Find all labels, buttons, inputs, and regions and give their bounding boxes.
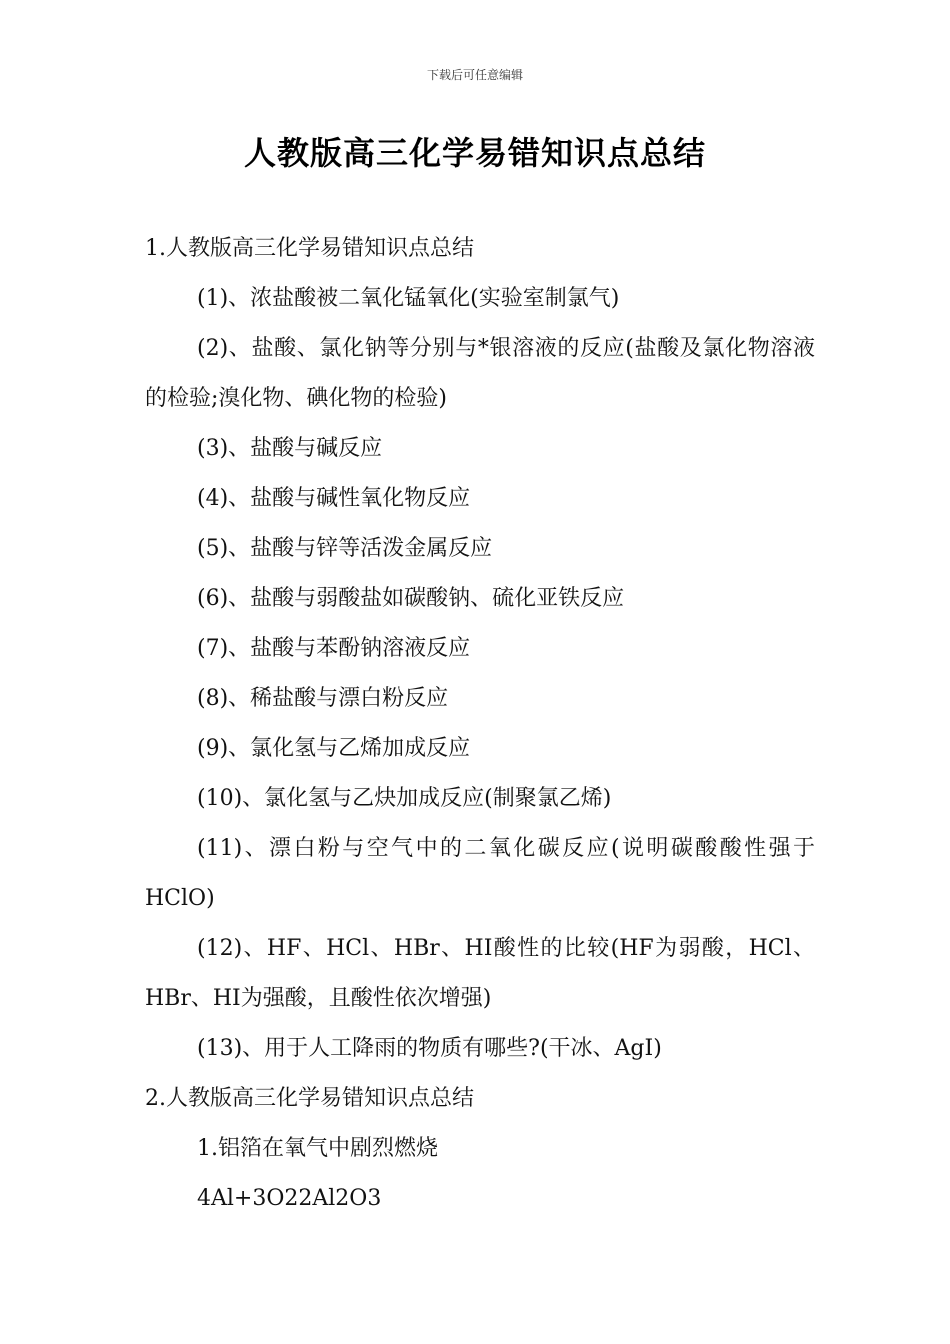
paragraph-item-1: (1)、浓盐酸被二氧化锰氧化(实验室制氯气) <box>197 286 620 311</box>
header-note: 下载后可任意编辑 <box>426 68 523 82</box>
paragraph-item-11: (11)、漂白粉与空气中的二氧化碳反应(说明碳酸酸性强于HClO) <box>145 836 815 911</box>
paragraph-item-9: (9)、氯化氢与乙烯加成反应 <box>197 736 471 761</box>
paragraph-item-13: (13)、用于人工降雨的物质有哪些?(干冰、AgI) <box>197 1036 662 1061</box>
paragraph-item-12: (12)、HF、HCl、HBr、HI酸性的比较(HF为弱酸，HCl、HBr、HI为强酸，且酸性依次增强) <box>145 936 815 1011</box>
paragraph-equation-1: 4Al+3O22Al2O3 <box>197 1186 382 1211</box>
document-title: 人教版高三化学易错知识点总结 <box>243 134 706 172</box>
paragraph-reaction-1: 1.铝箔在氧气中剧烈燃烧 <box>197 1136 438 1161</box>
paragraph-item-4: (4)、盐酸与碱性氧化物反应 <box>197 486 471 511</box>
paragraph-item-6: (6)、盐酸与弱酸盐如碳酸钠、硫化亚铁反应 <box>197 586 625 611</box>
paragraph-section-1-heading: 1.人教版高三化学易错知识点总结 <box>145 236 474 261</box>
document-body <box>145 224 815 1224</box>
paragraph-item-3: (3)、盐酸与碱反应 <box>197 436 383 461</box>
paragraph-item-8: (8)、稀盐酸与漂白粉反应 <box>197 686 449 711</box>
paragraph-item-7: (7)、盐酸与苯酚钠溶液反应 <box>197 636 471 661</box>
paragraph-item-2: (2)、盐酸、氯化钠等分别与*银溶液的反应(盐酸及氯化物溶液的检验;溴化物、碘化物的检验) <box>145 336 815 411</box>
paragraph-item-5: (5)、盐酸与锌等活泼金属反应 <box>197 536 493 561</box>
paragraph-item-10: (10)、氯化氢与乙炔加成反应(制聚氯乙烯) <box>197 786 612 811</box>
paragraph-section-2-heading: 2.人教版高三化学易错知识点总结 <box>145 1086 474 1111</box>
